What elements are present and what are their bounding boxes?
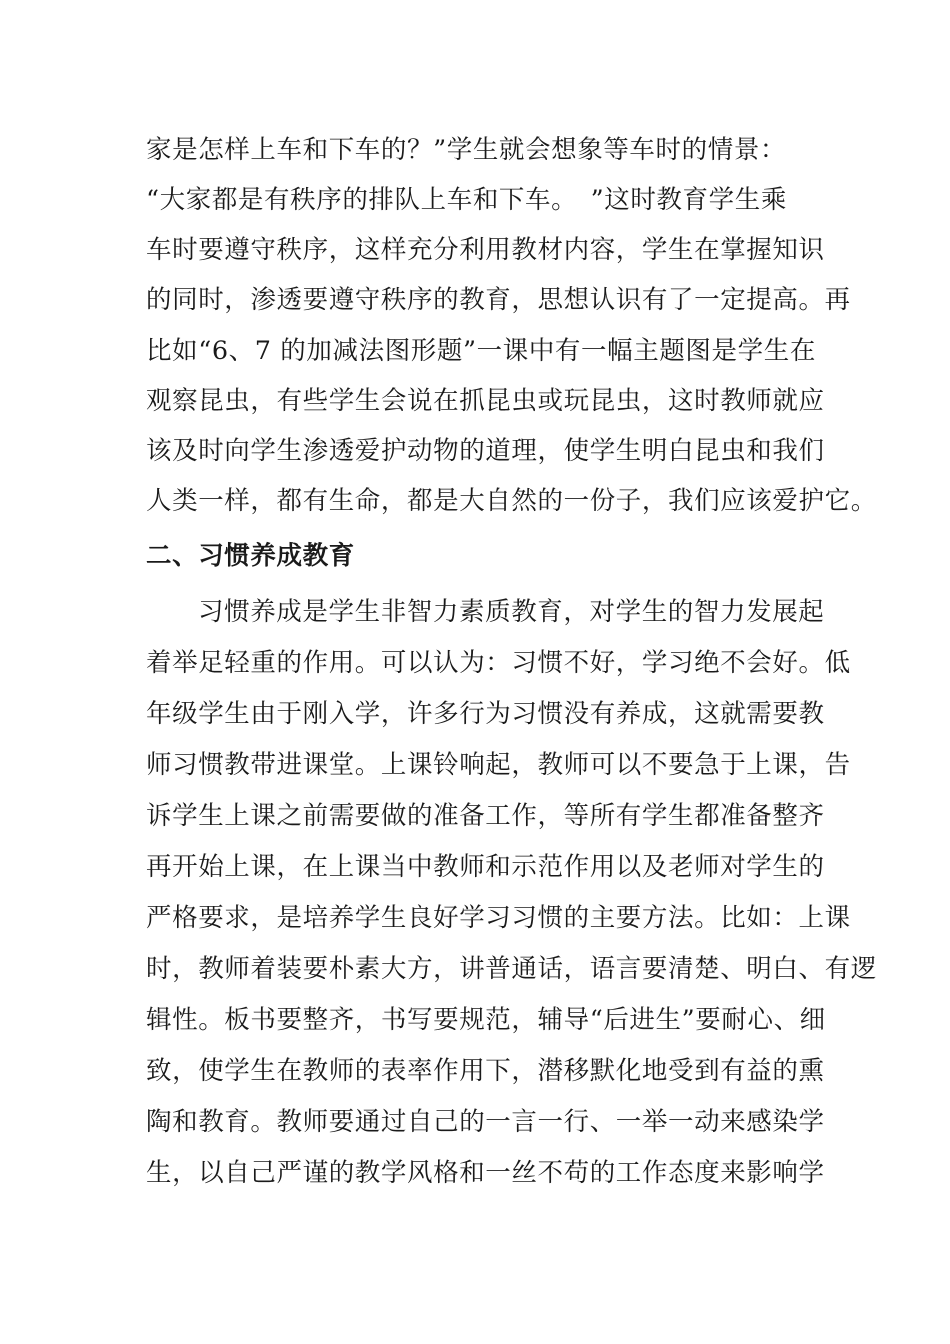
paragraph-line: 年级学生由于刚入学，许多行为习惯没有养成，这就需要教 bbox=[146, 699, 825, 729]
paragraph-line: 辑性。板书要整齐，书写要规范，辅导“后进生”要耐心、细 bbox=[146, 1005, 826, 1035]
paragraph-line: 该及时向学生渗透爱护动物的道理，使学生明白昆虫和我们 bbox=[146, 436, 825, 466]
paragraph-line: 习惯养成是学生非智力素质教育，对学生的智力发展起 bbox=[198, 597, 825, 627]
paragraph-line: 车时要遵守秩序，这样充分利用教材内容，学生在掌握知识 bbox=[146, 235, 825, 265]
paragraph-line: 家是怎样上车和下车的？”学生就会想象等车时的情景： bbox=[146, 135, 787, 165]
paragraph-line: 陶和教育。教师要通过自己的一言一行、一举一动来感染学 bbox=[146, 1107, 825, 1137]
paragraph-line: 着举足轻重的作用。可以认为：习惯不好，学习绝不会好。低 bbox=[146, 648, 851, 678]
paragraph-line: 严格要求，是培养学生良好学习习惯的主要方法。比如：上课 bbox=[146, 903, 851, 933]
paragraph-line: 诉学生上课之前需要做的准备工作，等所有学生都准备整齐 bbox=[146, 801, 825, 831]
paragraph-line: 再开始上课，在上课当中教师和示范作用以及老师对学生的 bbox=[146, 852, 825, 882]
section-heading: 二、习惯养成教育 bbox=[146, 541, 355, 571]
paragraph-line: 比如“6、7 的加减法图形题”一课中有一幅主题图是学生在 bbox=[146, 336, 816, 366]
paragraph-line: 时，教师着装要朴素大方，讲普通话，语言要清楚、明白、有逻 bbox=[146, 954, 877, 984]
paragraph-line: 观察昆虫，有些学生会说在抓昆虫或玩昆虫，这时教师就应 bbox=[146, 386, 825, 416]
paragraph-line: 的同时，渗透要遵守秩序的教育，思想认识有了一定提高。再 bbox=[146, 285, 851, 315]
paragraph-line: “大家都是有秩序的排队上车和下车。 ”这时教育学生乘 bbox=[146, 185, 787, 215]
paragraph-line: 生，以自己严谨的教学风格和一丝不苟的工作态度来影响学 bbox=[146, 1158, 825, 1188]
paragraph-line: 师习惯教带进课堂。上课铃响起，教师可以不要急于上课，告 bbox=[146, 750, 851, 780]
paragraph-line: 人类一样，都有生命，都是大自然的一份子，我们应该爱护它。 bbox=[146, 486, 877, 516]
paragraph-line: 致，使学生在教师的表率作用下，潜移默化地受到有益的熏 bbox=[146, 1056, 825, 1086]
